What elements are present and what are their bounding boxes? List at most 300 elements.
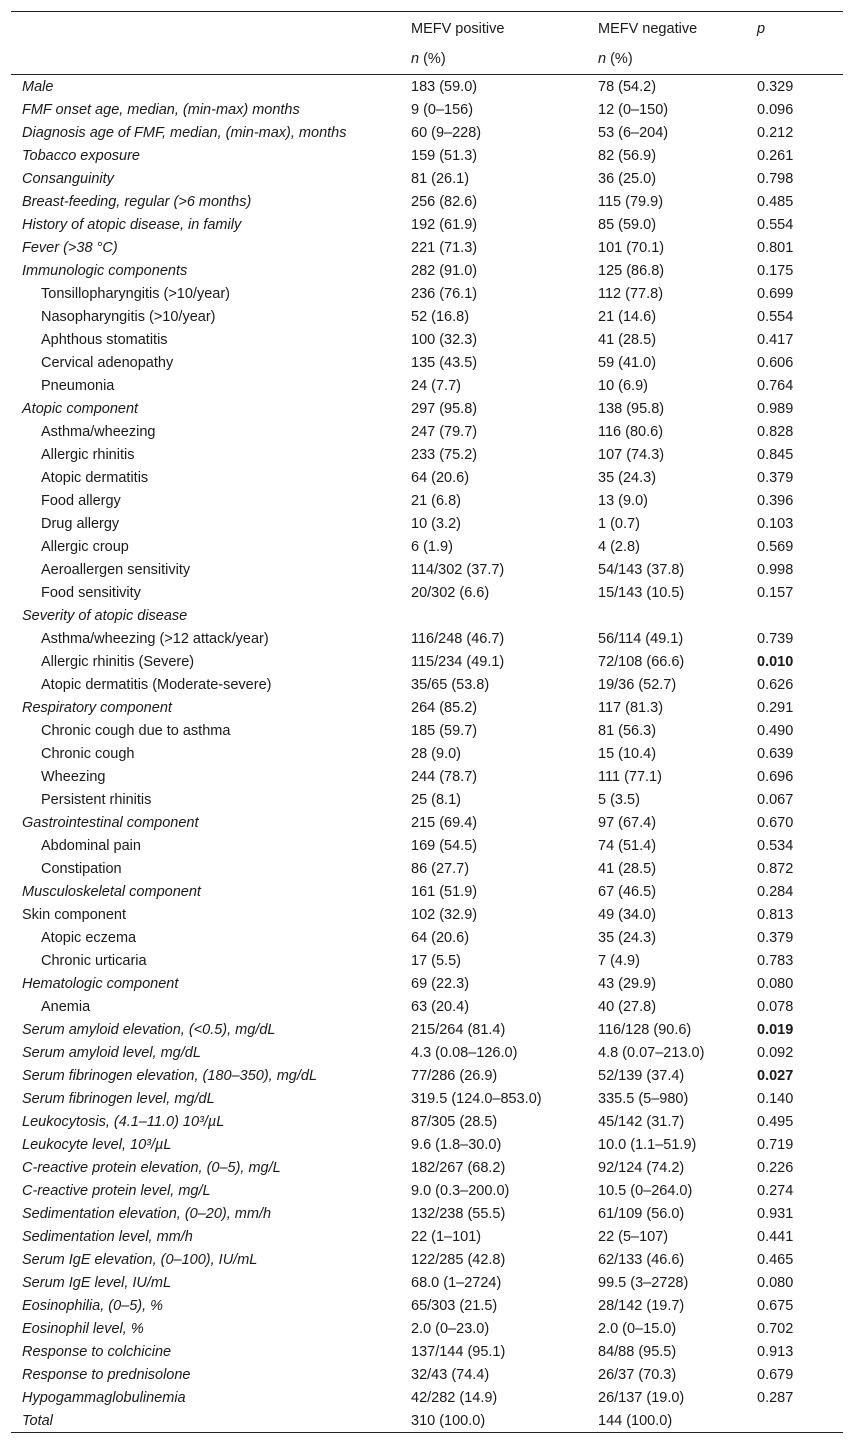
table-row: [11, 972, 843, 995]
p-value: 0.639: [757, 745, 794, 762]
p-value: 0.010: [757, 653, 794, 670]
mefv-positive-value: 161 (51.9): [411, 883, 478, 900]
p-value: 0.284: [757, 883, 794, 900]
p-value: 0.913: [757, 1343, 794, 1360]
mefv-positive-value: 24 (7.7): [411, 377, 461, 394]
mefv-positive-value: 116/248 (46.7): [411, 630, 505, 647]
row-label: Tonsillopharyngitis (>10/year): [41, 285, 230, 302]
mefv-positive-value: 297 (95.8): [411, 400, 478, 417]
mefv-negative-value: 112 (77.8): [598, 285, 664, 302]
table-row: [11, 696, 843, 719]
table-row: [11, 811, 843, 834]
mefv-negative-value: 1 (0.7): [598, 515, 640, 532]
p-value: 0.441: [757, 1228, 794, 1245]
mefv-negative-value: [598, 604, 757, 627]
table-row: [11, 1317, 843, 1340]
p-value: 0.379: [757, 469, 794, 486]
row-label: Atopic dermatitis: [41, 469, 149, 486]
header-n-label: n: [411, 51, 420, 67]
mefv-positive-value: 236 (76.1): [411, 285, 478, 302]
row-label: Aphthous stomatitis: [41, 331, 168, 348]
mefv-positive-value: 17 (5.5): [411, 952, 461, 969]
mefv-positive-value: 60 (9–228): [411, 124, 482, 141]
p-value: 0.490: [757, 722, 794, 739]
mefv-negative-value: 101 (70.1): [598, 239, 665, 256]
row-label: Male: [22, 78, 54, 95]
table-row: [11, 1386, 843, 1409]
row-label: Musculoskeletal component: [22, 883, 201, 900]
mefv-positive-value: 21 (6.8): [411, 492, 461, 509]
table-row: [11, 604, 843, 627]
row-label: Diagnosis age of FMF, median, (min-max), months: [22, 124, 347, 141]
table-row: [11, 305, 843, 328]
table-header: [11, 12, 843, 75]
row-label: Serum IgE level, IU/mL: [22, 1274, 172, 1291]
mefv-positive-value: 115/234 (49.1): [411, 653, 505, 670]
p-value: [757, 1409, 843, 1433]
p-value: 0.989: [757, 400, 794, 417]
table-row: [11, 1018, 843, 1041]
p-value: 0.261: [757, 147, 794, 164]
mefv-negative-value: 22 (5–107): [598, 1228, 669, 1245]
table-row: [11, 328, 843, 351]
table-row: [11, 397, 843, 420]
row-label: Atopic component: [22, 400, 139, 417]
mefv-positive-value: 122/285 (42.8): [411, 1251, 506, 1268]
p-value: 0.675: [757, 1297, 794, 1314]
mefv-negative-value: 4.8 (0.07–213.0): [598, 1044, 705, 1061]
header-n-pct-positive: [411, 44, 598, 75]
mefv-positive-value: 63 (20.4): [411, 998, 470, 1015]
header-pct-label: (%): [419, 51, 446, 67]
table-row: [11, 1110, 843, 1133]
mefv-negative-value: 28/142 (19.7): [598, 1297, 685, 1314]
table-row: [11, 121, 843, 144]
mefv-negative-value: 7 (4.9): [598, 952, 640, 969]
table-row: [11, 788, 843, 811]
table-row: [11, 282, 843, 305]
row-label: Leukocyte level, 10³/µL: [22, 1136, 172, 1153]
mefv-negative-value: 61/109 (56.0): [598, 1205, 685, 1222]
row-label: Asthma/wheezing (>12 attack/year): [41, 630, 269, 647]
mefv-negative-value: 52/139 (37.4): [598, 1067, 685, 1084]
header-empty-cell: [11, 12, 411, 45]
mefv-negative-value: 19/36 (52.7): [598, 676, 677, 693]
p-value: 0.067: [757, 791, 794, 808]
mefv-negative-value: 116 (80.6): [598, 423, 664, 440]
row-label: History of atopic disease, in family: [22, 216, 242, 233]
p-value: 0.379: [757, 929, 794, 946]
mefv-positive-value: 159 (51.3): [411, 147, 478, 164]
mefv-positive-value: 32/43 (74.4): [411, 1366, 490, 1383]
p-value: 0.329: [757, 78, 794, 95]
row-label: Chronic cough: [41, 745, 135, 762]
table-row: [11, 719, 843, 742]
mefv-positive-value: 42/282 (14.9): [411, 1389, 498, 1406]
mefv-negative-value: 10.5 (0–264.0): [598, 1182, 693, 1199]
row-label: Serum IgE elevation, (0–100), IU/mL: [22, 1251, 258, 1268]
mefv-negative-value: 43 (29.9): [598, 975, 657, 992]
row-label: Wheezing: [41, 768, 106, 785]
p-value: 0.465: [757, 1251, 794, 1268]
mefv-negative-value: 107 (74.3): [598, 446, 665, 463]
row-label: Skin component: [22, 906, 126, 923]
mefv-positive-value: 35/65 (53.8): [411, 676, 490, 693]
mefv-negative-value: 41 (28.5): [598, 860, 657, 877]
header-n-label: n: [598, 51, 607, 67]
p-value: 0.554: [757, 308, 794, 325]
mefv-positive-value: 6 (1.9): [411, 538, 453, 555]
mefv-negative-value: 49 (34.0): [598, 906, 657, 923]
row-label: Eosinophilia, (0–5), %: [22, 1297, 164, 1314]
mefv-negative-value: 125 (86.8): [598, 262, 665, 279]
p-value: 0.080: [757, 975, 794, 992]
table-row: [11, 1363, 843, 1386]
mefv-positive-value: 215/264 (81.4): [411, 1021, 506, 1038]
table-row: [11, 1064, 843, 1087]
mefv-negative-value: 82 (56.9): [598, 147, 657, 164]
row-label: Breast-feeding, regular (>6 months): [22, 193, 252, 210]
row-label: Serum amyloid elevation, (<0.5), mg/dL: [22, 1021, 276, 1038]
row-label: Severity of atopic disease: [22, 607, 188, 624]
mefv-positive-value: 102 (32.9): [411, 906, 478, 923]
table-row: [11, 627, 843, 650]
mefv-negative-value: 117 (81.3): [598, 699, 664, 716]
table-row: [11, 765, 843, 788]
p-value: 0.485: [757, 193, 794, 210]
p-value: 0.798: [757, 170, 794, 187]
p-value: 0.019: [757, 1021, 794, 1038]
table-row: [11, 213, 843, 236]
mefv-negative-value: 41 (28.5): [598, 331, 657, 348]
mefv-negative-value: 67 (46.5): [598, 883, 657, 900]
mefv-negative-value: 45/142 (31.7): [598, 1113, 685, 1130]
p-value: 0.092: [757, 1044, 794, 1061]
table-row: [11, 167, 843, 190]
row-label: Sedimentation level, mm/h: [22, 1228, 193, 1245]
row-label: Constipation: [41, 860, 122, 877]
mefv-negative-value: 92/124 (74.2): [598, 1159, 685, 1176]
p-value: 0.287: [757, 1389, 794, 1406]
mefv-negative-value: 144 (100.0): [598, 1409, 757, 1433]
header-empty-cell: [757, 44, 843, 75]
mefv-positive-value: 86 (27.7): [411, 860, 470, 877]
table-row: [11, 1202, 843, 1225]
mefv-positive-value: 233 (75.2): [411, 446, 478, 463]
p-value: 0.606: [757, 354, 794, 371]
p-value: 0.027: [757, 1067, 794, 1084]
mefv-negative-value: 84/88 (95.5): [598, 1343, 677, 1360]
row-label: Total: [11, 1409, 411, 1433]
table-row: [11, 949, 843, 972]
mefv-negative-value: 111 (77.1): [598, 768, 662, 785]
mefv-positive-value: 169 (54.5): [411, 837, 478, 854]
mefv-positive-value: 264 (85.2): [411, 699, 478, 716]
mefv-negative-value: 115 (79.9): [598, 193, 664, 210]
mefv-positive-value: 183 (59.0): [411, 78, 478, 95]
mefv-negative-value: 2.0 (0–15.0): [598, 1320, 677, 1337]
p-value: 0.096: [757, 101, 794, 118]
mefv-positive-value: 185 (59.7): [411, 722, 478, 739]
row-label: Allergic rhinitis: [41, 446, 135, 463]
mefv-positive-value: 9.0 (0.3–200.0): [411, 1182, 510, 1199]
row-label: Food allergy: [41, 492, 121, 509]
p-value: 0.291: [757, 699, 794, 716]
mefv-negative-value: 5 (3.5): [598, 791, 640, 808]
table-row: [11, 489, 843, 512]
mefv-positive-value: 25 (8.1): [411, 791, 461, 808]
row-label: Nasopharyngitis (>10/year): [41, 308, 216, 325]
row-label: Persistent rhinitis: [41, 791, 152, 808]
p-value: 0.739: [757, 630, 794, 647]
mefv-positive-value: 9.6 (1.8–30.0): [411, 1136, 502, 1153]
row-label: Tobacco exposure: [22, 147, 140, 164]
mefv-positive-value: 221 (71.3): [411, 239, 478, 256]
mefv-positive-value: 20/302 (6.6): [411, 584, 490, 601]
row-label: Gastrointestinal component: [22, 814, 199, 831]
p-value: 0.080: [757, 1274, 794, 1291]
mefv-positive-value: 182/267 (68.2): [411, 1159, 506, 1176]
table-row: [11, 1179, 843, 1202]
table-row: [11, 995, 843, 1018]
table-row: [11, 581, 843, 604]
p-value: 0.626: [757, 676, 794, 693]
table-row: [11, 834, 843, 857]
mefv-positive-value: 135 (43.5): [411, 354, 478, 371]
table-row: [11, 374, 843, 397]
p-value: 0.702: [757, 1320, 794, 1337]
mefv-positive-value: 81 (26.1): [411, 170, 470, 187]
mefv-positive-value: 2.0 (0–23.0): [411, 1320, 490, 1337]
row-label: Allergic rhinitis (Severe): [41, 653, 195, 670]
row-label: Response to colchicine: [22, 1343, 172, 1360]
mefv-positive-value: 215 (69.4): [411, 814, 478, 831]
table-row: [11, 443, 843, 466]
mefv-positive-value: 282 (91.0): [411, 262, 478, 279]
mefv-positive-value: 256 (82.6): [411, 193, 478, 210]
row-label: Leukocytosis, (4.1–11.0) 10³/µL: [22, 1113, 225, 1130]
mefv-positive-value: 244 (78.7): [411, 768, 478, 785]
p-value: 0.495: [757, 1113, 794, 1130]
table-row: [11, 1225, 843, 1248]
p-value: 0.801: [757, 239, 794, 256]
p-value: 0.569: [757, 538, 794, 555]
table-row: [11, 259, 843, 282]
mefv-negative-value: 40 (27.8): [598, 998, 657, 1015]
p-value: 0.828: [757, 423, 794, 440]
row-label: Atopic dermatitis (Moderate-severe): [41, 676, 272, 693]
p-value: 0.212: [757, 124, 794, 141]
p-value: 0.554: [757, 216, 794, 233]
row-label: Chronic cough due to asthma: [41, 722, 231, 739]
mefv-negative-value: 335.5 (5–980): [598, 1090, 689, 1107]
row-label: Response to prednisolone: [22, 1366, 191, 1383]
row-label: Chronic urticaria: [41, 952, 147, 969]
mefv-negative-value: 62/133 (46.6): [598, 1251, 685, 1268]
row-label: Serum amyloid level, mg/dL: [22, 1044, 201, 1061]
row-label: Hematologic component: [22, 975, 179, 992]
mefv-negative-value: 99.5 (3–2728): [598, 1274, 689, 1291]
mefv-negative-value: 13 (9.0): [598, 492, 648, 509]
p-value: 0.226: [757, 1159, 794, 1176]
p-value: 0.534: [757, 837, 794, 854]
mefv-negative-value: 53 (6–204): [598, 124, 669, 141]
row-label: Sedimentation elevation, (0–20), mm/h: [22, 1205, 272, 1222]
mefv-positive-value: 69 (22.3): [411, 975, 470, 992]
header-n-pct-negative: [598, 44, 757, 75]
table-row: [11, 466, 843, 489]
row-label: Cervical adenopathy: [41, 354, 174, 371]
mefv-negative-value: 15 (10.4): [598, 745, 657, 762]
mefv-negative-value: 26/37 (70.3): [598, 1366, 677, 1383]
mefv-negative-value: 116/128 (90.6): [598, 1021, 692, 1038]
row-label: Immunologic components: [22, 262, 188, 279]
header-empty-cell: [11, 44, 411, 75]
mefv-negative-value: 10 (6.9): [598, 377, 648, 394]
mefv-positive-value: 132/238 (55.5): [411, 1205, 506, 1222]
header-mefv-positive: MEFV positive: [411, 21, 505, 37]
row-label: Serum fibrinogen level, mg/dL: [22, 1090, 215, 1107]
mefv-positive-value: 114/302 (37.7): [411, 561, 505, 578]
mefv-negative-value: 26/137 (19.0): [598, 1389, 685, 1406]
p-value: 0.670: [757, 814, 794, 831]
table-row: [11, 926, 843, 949]
p-value: [757, 604, 843, 627]
table-row: [11, 512, 843, 535]
p-value: 0.103: [757, 515, 794, 532]
p-value: 0.719: [757, 1136, 794, 1153]
mefv-negative-value: 35 (24.3): [598, 929, 657, 946]
table-row: [11, 420, 843, 443]
table-row: [11, 1087, 843, 1110]
mefv-positive-value: 52 (16.8): [411, 308, 470, 325]
mefv-positive-value: 137/144 (95.1): [411, 1343, 506, 1360]
p-value: 0.998: [757, 561, 794, 578]
p-value: 0.140: [757, 1090, 794, 1107]
mefv-negative-value: 78 (54.2): [598, 78, 657, 95]
p-value: 0.783: [757, 952, 794, 969]
table-row: [11, 1294, 843, 1317]
mefv-negative-value: 56/114 (49.1): [598, 630, 684, 647]
table-row: [11, 558, 843, 581]
row-label: Allergic croup: [41, 538, 129, 555]
mefv-positive-value: 247 (79.7): [411, 423, 478, 440]
table-row: [11, 75, 843, 99]
table-row: [11, 1041, 843, 1064]
mefv-negative-value: 4 (2.8): [598, 538, 640, 555]
mefv-positive-value: 9 (0–156): [411, 101, 474, 118]
p-value: 0.872: [757, 860, 794, 877]
mefv-positive-value: [411, 604, 598, 627]
table-row: [11, 144, 843, 167]
mefv-negative-value: 85 (59.0): [598, 216, 657, 233]
mefv-positive-value: 319.5 (124.0–853.0): [411, 1090, 542, 1107]
mefv-negative-value: 12 (0–150): [598, 101, 669, 118]
mefv-positive-value: 192 (61.9): [411, 216, 478, 233]
p-value: 0.274: [757, 1182, 794, 1199]
mefv-positive-value: 65/303 (21.5): [411, 1297, 498, 1314]
p-value: 0.679: [757, 1366, 794, 1383]
table-body: [11, 75, 843, 1433]
mefv-positive-value: 10 (3.2): [411, 515, 461, 532]
p-value: 0.157: [757, 584, 794, 601]
row-label: Pneumonia: [41, 377, 115, 394]
row-label: Eosinophil level, %: [22, 1320, 144, 1337]
mefv-positive-value: 64 (20.6): [411, 469, 470, 486]
mefv-positive-value: 310 (100.0): [411, 1409, 598, 1433]
table-row: [11, 857, 843, 880]
p-value: 0.764: [757, 377, 794, 394]
p-value: 0.396: [757, 492, 794, 509]
mefv-negative-value: 10.0 (1.1–51.9): [598, 1136, 697, 1153]
table-row: [11, 742, 843, 765]
mefv-positive-value: 64 (20.6): [411, 929, 470, 946]
mefv-positive-value: 77/286 (26.9): [411, 1067, 498, 1084]
table-row: [11, 1133, 843, 1156]
row-label: Serum fibrinogen elevation, (180–350), mg/dL: [22, 1067, 318, 1084]
table-row: [11, 98, 843, 121]
row-label: Respiratory component: [22, 699, 172, 716]
table-row: [11, 673, 843, 696]
row-label: Asthma/wheezing: [41, 423, 156, 440]
table-row: [11, 1340, 843, 1363]
row-label: Consanguinity: [22, 170, 114, 187]
mefv-positive-value: 22 (1–101): [411, 1228, 482, 1245]
p-value: 0.078: [757, 998, 794, 1015]
row-label: Fever (>38 °C): [22, 239, 118, 256]
table-row: [11, 236, 843, 259]
row-label: Aeroallergen sensitivity: [41, 561, 191, 578]
table-row: [11, 1409, 843, 1433]
mefv-positive-value: 100 (32.3): [411, 331, 478, 348]
row-label: FMF onset age, median, (min-max) months: [22, 101, 300, 118]
table-row: [11, 1156, 843, 1179]
row-label: Food sensitivity: [41, 584, 141, 601]
row-label: C-reactive protein level, mg/L: [22, 1182, 211, 1199]
table-row: [11, 880, 843, 903]
results-table-container: [11, 11, 843, 1433]
mefv-negative-value: 35 (24.3): [598, 469, 657, 486]
mefv-negative-value: 36 (25.0): [598, 170, 657, 187]
mefv-positive-value: 28 (9.0): [411, 745, 461, 762]
row-label: Abdominal pain: [41, 837, 141, 854]
p-value: 0.175: [757, 262, 794, 279]
mefv-negative-value: 72/108 (66.6): [598, 653, 685, 670]
mefv-negative-value: 74 (51.4): [598, 837, 657, 854]
mefv-positive-value: 87/305 (28.5): [411, 1113, 498, 1130]
table-row: [11, 351, 843, 374]
p-value: 0.845: [757, 446, 794, 463]
mefv-positive-value: 68.0 (1–2724): [411, 1274, 502, 1291]
header-pct-label: (%): [606, 51, 633, 67]
row-label: C-reactive protein elevation, (0–5), mg/L: [22, 1159, 281, 1176]
p-value: 0.699: [757, 285, 794, 302]
table-row: [11, 1248, 843, 1271]
table-row: [11, 535, 843, 558]
header-mefv-negative: MEFV negative: [598, 21, 698, 37]
table-row: [11, 903, 843, 926]
table-row: [11, 190, 843, 213]
row-label: Drug allergy: [41, 515, 120, 532]
p-value: 0.813: [757, 906, 794, 923]
p-value: 0.417: [757, 331, 794, 348]
mefv-negative-value: 138 (95.8): [598, 400, 665, 417]
mefv-positive-value: 4.3 (0.08–126.0): [411, 1044, 518, 1061]
row-label: Anemia: [41, 998, 91, 1015]
mefv-negative-value: 21 (14.6): [598, 308, 657, 325]
p-value: 0.931: [757, 1205, 794, 1222]
header-p-value: p: [757, 21, 766, 37]
